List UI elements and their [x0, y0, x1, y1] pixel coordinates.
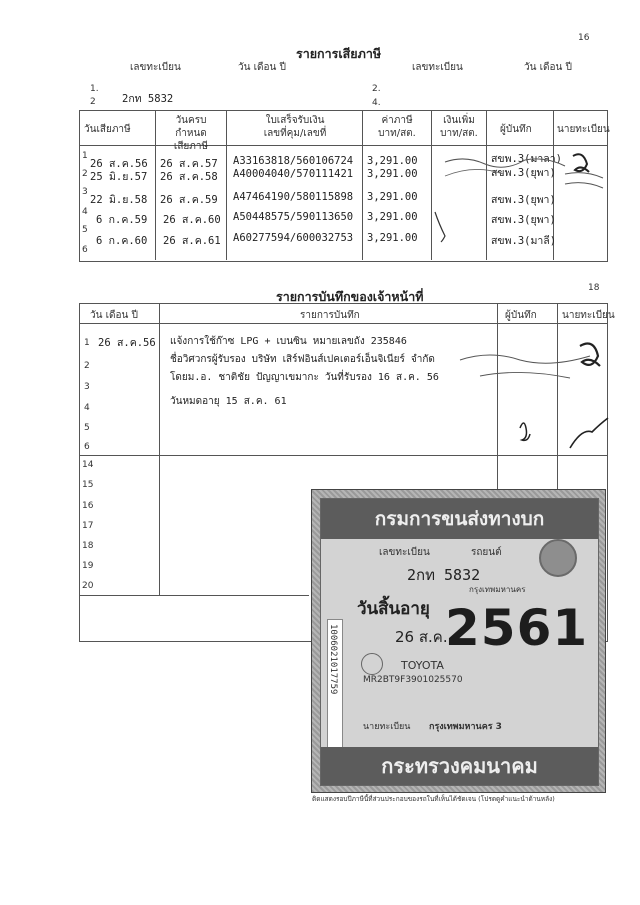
sticker-office: กรุงเทพมหานคร 3: [429, 722, 502, 732]
reg-row-num-right: 4.: [372, 98, 381, 108]
tax-amount: 3,291.00: [367, 168, 418, 180]
line-num: 3: [82, 187, 88, 197]
due-date: 26 ส.ค.59: [160, 194, 218, 206]
line-num: 4: [84, 403, 90, 413]
line-num: 4: [82, 207, 88, 217]
plate-number: 2กท 5832: [122, 93, 174, 105]
line-num: 2: [84, 361, 90, 371]
header-surcharge: เงินเพิ่ม บาท/สต.: [440, 115, 478, 139]
sticker-header: กรมการขนส่งทางบก: [321, 499, 598, 539]
tax-section-title: รายการเสียภาษี: [296, 46, 382, 61]
sticker-province: กรุงเทพมหานคร: [469, 585, 526, 594]
line-num: 1: [84, 338, 90, 348]
header-paid-date: วันเสียภาษี: [84, 124, 131, 135]
page-number-top: 16: [578, 33, 590, 43]
line-num: 6: [84, 442, 90, 452]
signature-stamp-tax: [425, 150, 605, 260]
paid-date: 25 มิ.ย.57: [90, 171, 148, 183]
header-note: รายการบันทึก: [300, 310, 360, 321]
sticker-vehicle-type: รถยนต์: [471, 547, 502, 558]
receipt-number: A40004040/570111421: [233, 168, 354, 180]
note-date: 26 ส.ค.56: [98, 337, 156, 349]
recorder-name: สขพ.3(มาลา): [491, 153, 562, 165]
reg-row-num: 1.: [90, 84, 99, 94]
reg-row-num-right: 2.: [372, 84, 381, 94]
receipt-number: A50448575/590113650: [233, 211, 354, 223]
receipt-number: A60277594/600032753: [233, 232, 354, 244]
page-number-mid: 18: [588, 283, 600, 293]
line-num: 17: [82, 521, 94, 531]
paid-date: 6 ก.ค.59: [96, 214, 148, 226]
header-due-date: วันครบกำหนด เสียภาษี: [173, 115, 209, 152]
note-line: แจ้งการใช้ก๊าซ LPG + เบนซิน หมายเลขถัง 235846: [170, 336, 407, 347]
line-num: 18: [82, 541, 94, 551]
line-num: 5: [84, 423, 90, 433]
sticker-footer: กระทรวงคมนาคม: [321, 747, 598, 785]
line-num: 14: [82, 460, 94, 470]
header-receipt: ใบเสร็จรับเงิน เลขที่คุม/เลขที่: [263, 115, 327, 139]
sticker-serial: 1006021017759: [328, 624, 338, 695]
line-num: 15: [82, 480, 94, 490]
due-date: 26 ส.ค.60: [163, 214, 221, 226]
garuda-icon: [361, 653, 383, 675]
line-num: 19: [82, 561, 94, 571]
header-tax: ค่าภาษี บาท/สต.: [378, 115, 416, 139]
receipt-number: A33163818/560106724: [233, 155, 354, 167]
tax-amount: 3,291.00: [367, 155, 418, 167]
due-date: 26 ส.ค.57: [160, 158, 218, 170]
date-label-right: วัน เดือน ปี: [524, 62, 572, 73]
sticker-plate: 2กท 5832: [407, 566, 481, 584]
date-label-left: วัน เดือน ปี: [238, 62, 286, 73]
sticker-expire-label: วันสิ้นอายุ: [357, 599, 430, 619]
line-num: 3: [84, 382, 90, 392]
paid-date: 26 ส.ค.56: [90, 158, 148, 170]
vehicle-tax-sticker: [311, 489, 606, 793]
sticker-serial-strip: [327, 619, 343, 757]
tax-amount: 3,291.00: [367, 232, 418, 244]
receipt-number: A47464190/580115898: [233, 191, 354, 203]
sticker-year: 2561: [445, 599, 589, 657]
line-num: 1: [82, 151, 88, 161]
recorder-name: สขพ.3(ยุพา): [491, 194, 556, 206]
line-num: 20: [82, 581, 94, 591]
sticker-chassis: MR2BT9F3901025570: [363, 675, 463, 685]
line-num: 6: [82, 245, 88, 255]
header-registrar: นายทะเบียน: [557, 124, 610, 135]
due-date: 26 ส.ค.58: [160, 171, 218, 183]
recorder-name: สขพ.3(มาลี): [491, 235, 557, 247]
signature-stamp-officer: [420, 340, 610, 460]
header-recorder: ผู้บันทึก: [500, 124, 532, 135]
sticker-reg-label: เลขทะเบียน: [379, 547, 430, 558]
note-line: โดยม.อ. ชาติชัย ปัญญาเขมากะ วันที่รับรอง 16 ส.ค. 56: [170, 372, 439, 383]
header-date: วัน เดือน ปี: [90, 310, 138, 321]
due-date: 26 ส.ค.61: [163, 235, 221, 247]
recorder-name: สขพ.3(ยุพา): [491, 214, 556, 226]
line-num: 16: [82, 501, 94, 511]
sticker-expire-day: 26 ส.ค.: [395, 628, 448, 646]
reg-label-right: เลขทะเบียน: [412, 62, 463, 73]
note-line: วันหมดอายุ 15 ส.ค. 61: [170, 396, 287, 407]
tax-amount: 3,291.00: [367, 211, 418, 223]
sticker-brand: TOYOTA: [401, 659, 444, 672]
sticker-registrar-label: นายทะเบียน: [363, 722, 411, 732]
paid-date: 6 ก.ค.60: [96, 235, 148, 247]
sticker-caption: ติดแสดงรอบปีภาษีนี้ที่ส่วนประกอบของรถในที่เห็นได้ชัดเจน (โปรดดูคำแนะนำด้านหลัง): [312, 795, 555, 803]
emblem-icon: [539, 539, 577, 577]
line-num: 5: [82, 225, 88, 235]
reg-row-num: 2: [90, 97, 96, 107]
reg-label-left: เลขทะเบียน: [130, 62, 181, 73]
tax-amount: 3,291.00: [367, 191, 418, 203]
note-line: ชื่อวิศวกรผู้รับรอง บริษัท เสิร์ฟอินส์เปคเตอร์เอ็นจิเนียร์ จำกัด: [170, 354, 435, 365]
line-num: 2: [82, 169, 88, 179]
header-registrar: นายทะเบียน: [562, 310, 615, 321]
officer-section-title: รายการบันทึกของเจ้าหน้าที่: [276, 289, 424, 304]
header-recorder: ผู้บันทึก: [505, 310, 537, 321]
paid-date: 22 มิ.ย.58: [90, 194, 148, 206]
recorder-name: สขพ.3(ยุพา): [491, 167, 556, 179]
